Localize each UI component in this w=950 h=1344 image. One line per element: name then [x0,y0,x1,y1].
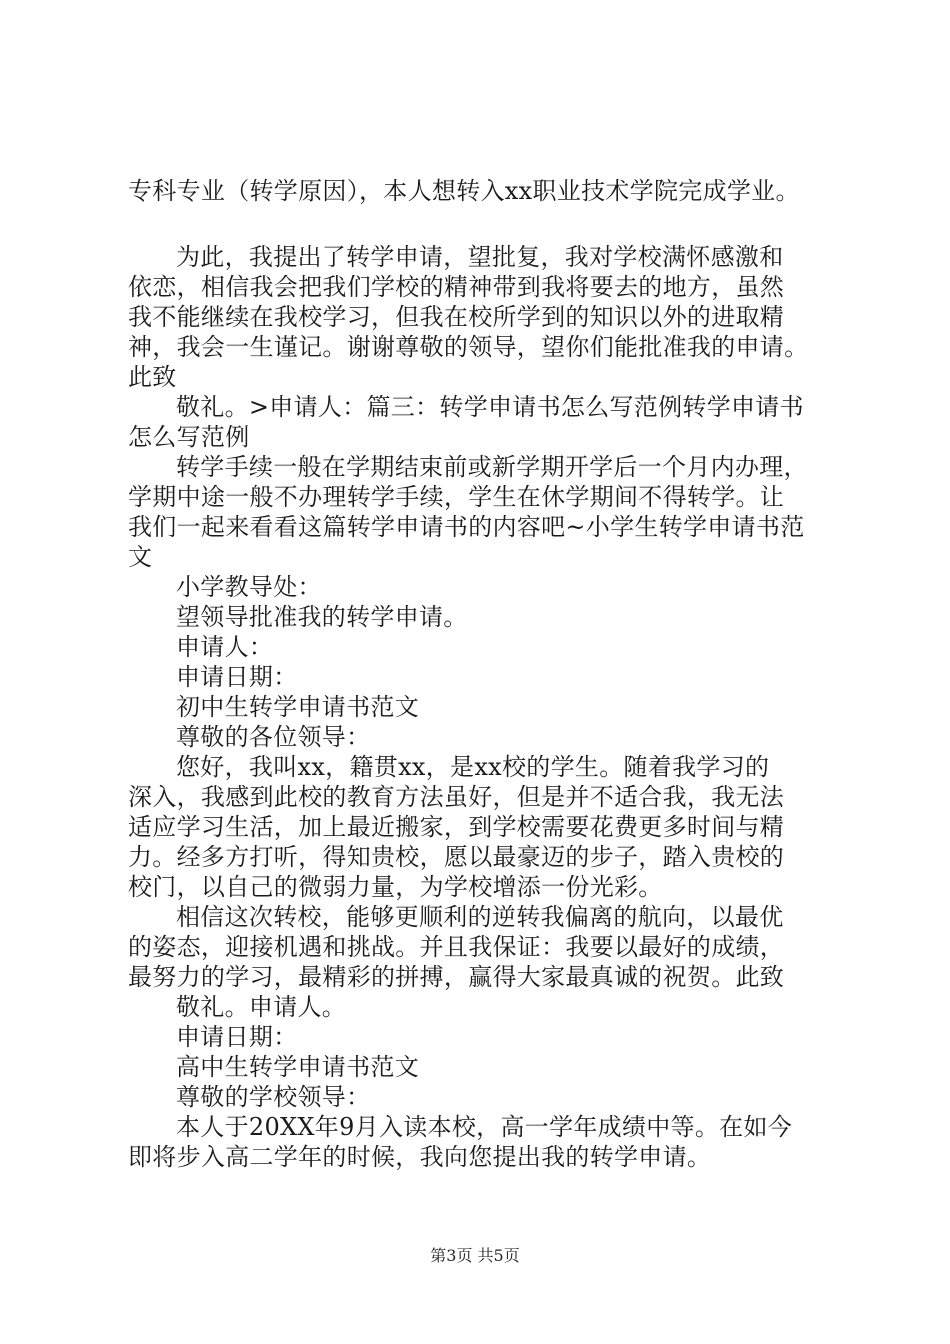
text-line: 转学手续一般在学期结束前或新学期开学后一个月内办理， [176,453,808,481]
text-line: 申请日期： [176,1023,298,1051]
text-line: 本人于20XX年9月入读本校，高一学年成绩中等。在如今 [176,1113,793,1141]
text-line: 的姿态，迎接机遇和挑战。并且我保证：我要以最好的成绩， [128,933,785,961]
text-line: 申请人： [176,633,274,661]
text-line: 怎么写范例 [128,423,250,451]
text-line: 小学教导处： [176,573,322,601]
paragraph-gap [128,206,840,242]
page-number-footer: 第3页 共5页 [430,1246,520,1265]
text-line: 望领导批准我的转学申请。 [176,603,468,631]
text-line: 适应学习生活，加上最近搬家，到学校需要花费更多时间与精 [128,813,785,841]
text-line: 高中生转学申请书范文 [176,1053,419,1081]
text-line: 敬礼。>申请人：篇三：转学申请书怎么写范例转学申请书 [176,393,804,421]
text-line: 您好，我叫xx，籍贯xx，是xx校的学生。随着我学习的 [176,753,770,781]
text-line: 神，我会一生谨记。谢谢尊敬的领导，望你们能批准我的申请。 [128,333,809,361]
text-line: 尊敬的各位领导： [176,723,371,751]
text-line: 专科专业（转学原因），本人想转入xx职业技术学院完成学业。 [128,177,800,205]
text-line: 依恋，相信我会把我们学校的精神带到我将要去的地方，虽然 [128,273,785,301]
text-line: 学期中途一般不办理转学手续，学生在休学期间不得转学。让 [128,483,785,511]
text-line: 校门，以自己的微弱力量，为学校增添一份光彩。 [128,873,663,901]
text-line: 初中生转学申请书范文 [176,693,419,721]
text-line: 力。经多方打听，得知贵校，愿以最豪迈的步子，踏入贵校的 [128,843,785,871]
text-line: 此致 [128,363,177,391]
text-line: 尊敬的学校领导： [176,1083,371,1111]
text-line: 即将步入高二学年的时候，我向您提出我的转学申请。 [128,1143,712,1171]
text-line: 深入，我感到此校的教育方法虽好，但是并不适合我，我无法 [128,783,785,811]
text-line: 申请日期： [176,663,298,691]
text-line: 为此，我提出了转学申请，望批复，我对学校满怀感激和 [176,243,784,271]
text-line: 我们一起来看看这篇转学申请书的内容吧~小学生转学申请书范 [128,513,805,541]
text-line: 文 [128,543,153,571]
text-line: 最努力的学习，最精彩的拼搏，赢得大家最真诚的祝贺。此致 [128,963,785,991]
text-line: 我不能继续在我校学习，但我在校所学到的知识以外的进取精 [128,303,785,331]
text-line: 敬礼。申请人。 [176,993,347,1021]
document-body [128,176,840,1172]
text-line: 相信这次转校，能够更顺利的逆转我偏离的航向，以最优 [176,903,784,931]
